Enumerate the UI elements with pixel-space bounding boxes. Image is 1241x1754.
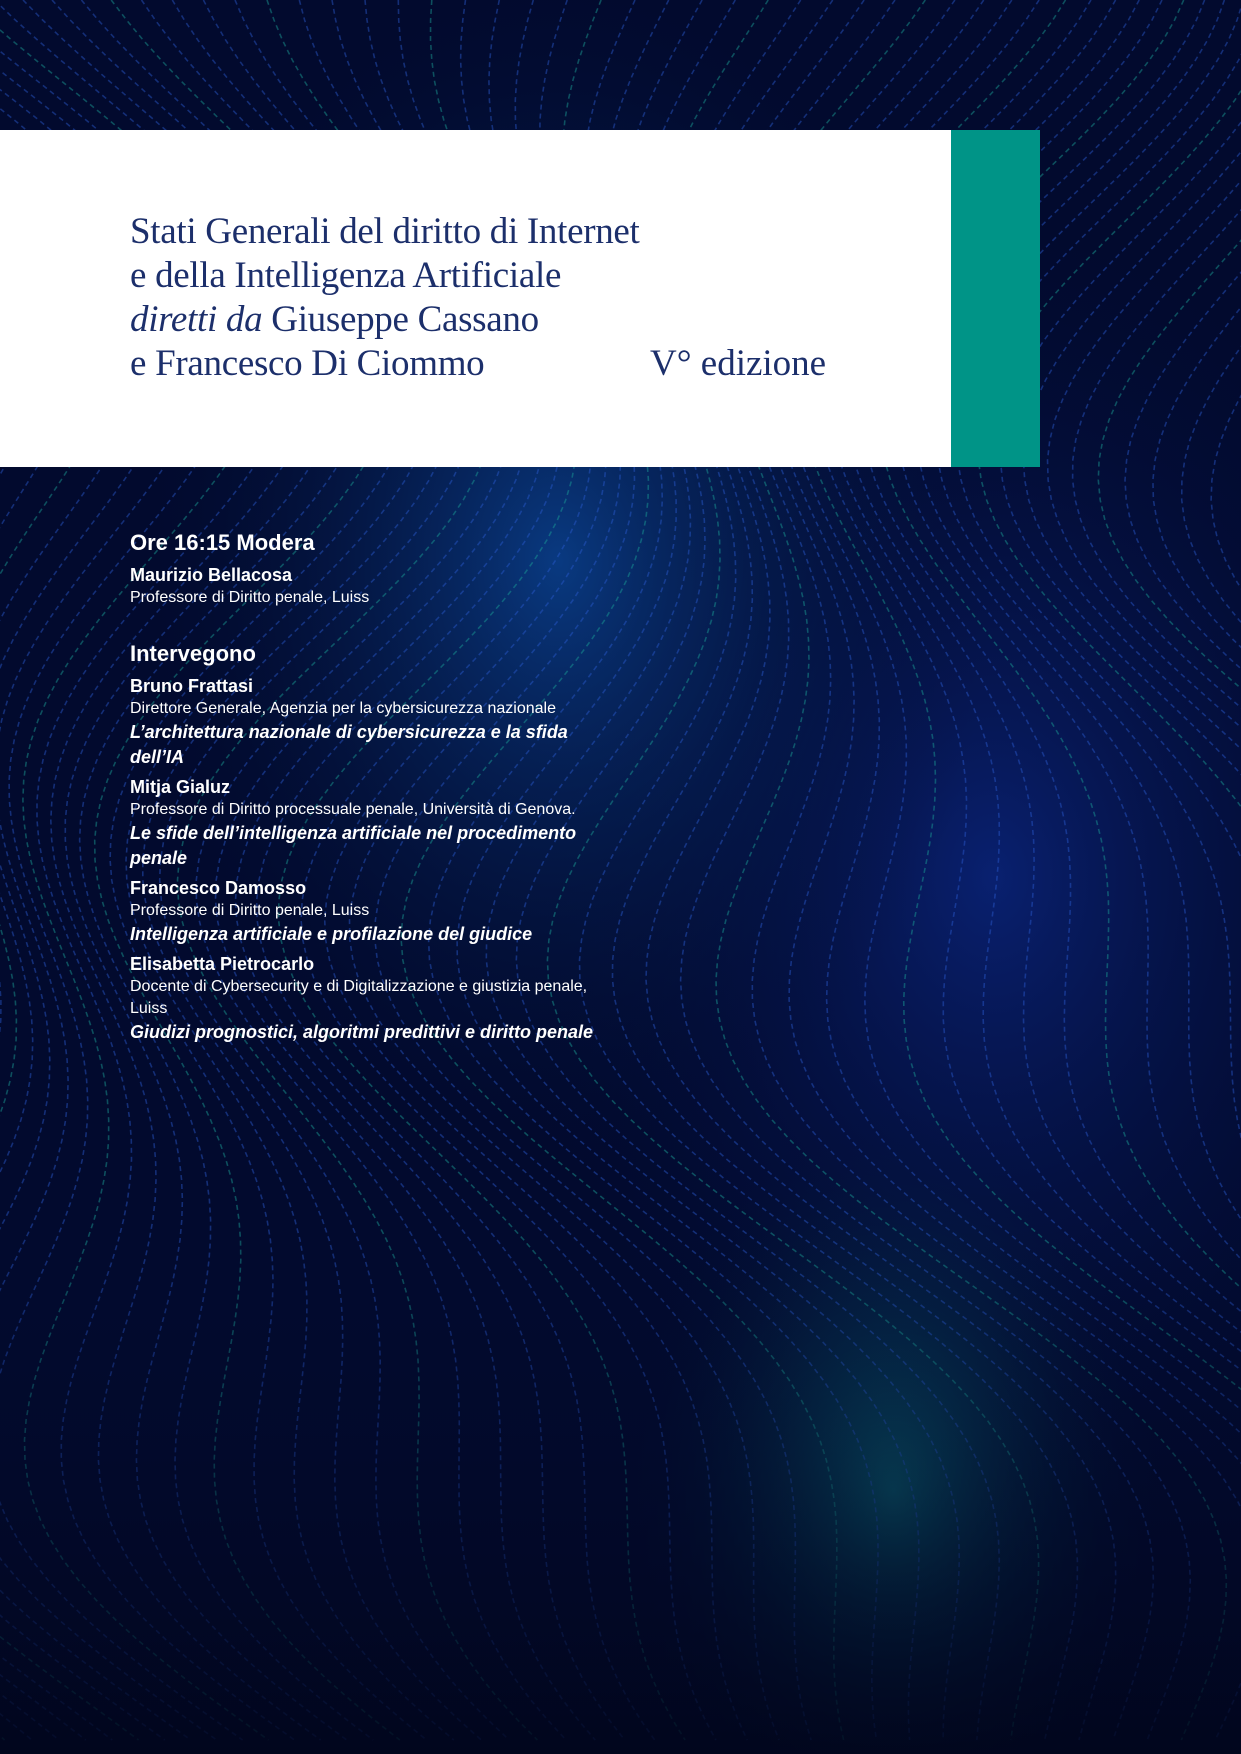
speaker-item xyxy=(130,877,610,947)
moderation-heading: Ore 16:15 Modera xyxy=(130,530,315,555)
speaker-item xyxy=(130,776,610,871)
talk-title: Giudizi prognostici, algoritmi predittivi e diritto penale xyxy=(130,1022,594,1042)
speaker-name: Elisabetta Pietrocarlo xyxy=(130,954,315,974)
speaker-name: Francesco Damosso xyxy=(130,878,307,898)
moderator-name: Maurizio Bellacosa xyxy=(130,565,293,585)
talk-title: L’architettura nazionale di cybersicurezza e la sfida dell’IA xyxy=(130,722,568,767)
talk-title: Le sfide dell’intelligenza artificiale nel procedimento penale xyxy=(130,823,577,868)
moderator-role: Professore di Diritto penale, Luiss xyxy=(130,589,370,606)
speaker-name: Bruno Frattasi xyxy=(130,676,254,696)
edition-label: V° edizione xyxy=(650,343,827,384)
speaker-item xyxy=(130,953,610,1045)
title-line-2: e della Intelligenza Artificiale xyxy=(130,255,562,296)
director-name-1: Giuseppe Cassano xyxy=(262,299,539,340)
speaker-role: Docente di Cybersecurity e di Digitalizzazione e giustizia penale, Luiss xyxy=(130,978,588,1017)
header-accent-bar xyxy=(951,130,1040,467)
speaker-role: Professore di Diritto processuale penale, Università di Genova. xyxy=(130,801,576,818)
directors-line-2: e Francesco Di Ciommo xyxy=(130,343,485,384)
speaker-role: Professore di Diritto penale, Luiss xyxy=(130,902,370,919)
speakers-heading: Intervegono xyxy=(130,641,256,666)
program xyxy=(130,528,610,1045)
speaker-role: Direttore Generale, Agenzia per la cybersicurezza nazionale xyxy=(130,700,557,717)
speaker-item xyxy=(130,675,610,770)
speaker-name: Mitja Gialuz xyxy=(130,777,231,797)
title-line-1: Stati Generali del diritto di Internet xyxy=(130,211,640,252)
directed-by-prefix: diretti da xyxy=(130,299,263,340)
directors-line-1 xyxy=(130,298,930,342)
talk-title: Intelligenza artificiale e profilazione del giudice xyxy=(130,924,533,944)
